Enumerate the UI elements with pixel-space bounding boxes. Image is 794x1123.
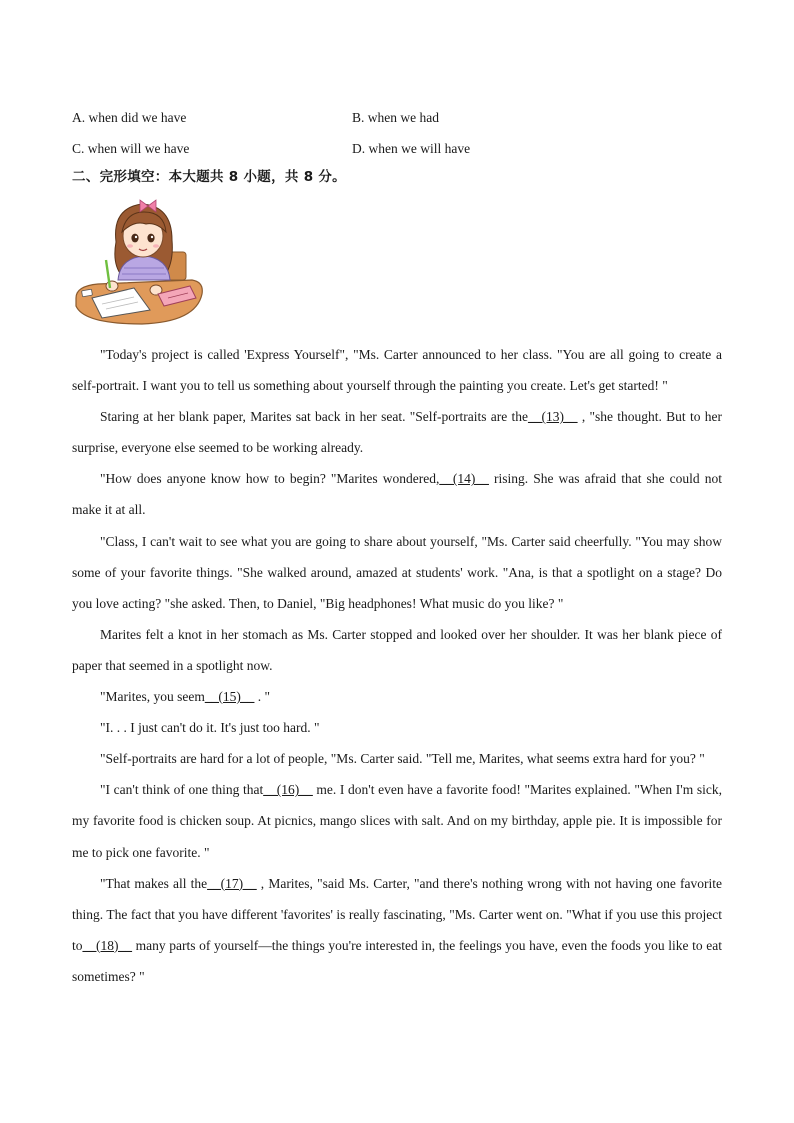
passage-text: "I can't think of one thing that [100, 782, 264, 798]
passage-paragraph [72, 463, 722, 525]
cloze-blank: __(17)__ [207, 875, 257, 891]
options-row [72, 133, 722, 164]
passage-text: , "she thought. But to her surprise, everyone else seemed to be working already. [72, 409, 722, 456]
passage-text: many parts of yourself—the things you're interested in, the feelings you have, even the foods you like to eat sometimes? " [72, 937, 722, 984]
passage-text: Staring at her blank paper, Marites sat back in her seat. "Self-portraits are the [100, 409, 529, 425]
section-title: 二、完形填空：本大题共 8 小题，共 8 分。 [72, 169, 346, 185]
option-letter: A. [72, 109, 86, 125]
option-letter: C. [72, 140, 85, 156]
passage-text: . " [254, 689, 271, 705]
answer-options [72, 102, 722, 164]
option-letter: B. [352, 109, 365, 125]
option-b [352, 110, 632, 126]
passage-text: , Marites, "said Ms. Carter, "and there's nothing wrong with not having one favorite thing. The fact that you have different 'favorites' is really fascinating, "Ms. Carter went on. "What if you use this project to [72, 875, 722, 953]
passage-text: "Self-portraits are hard for a lot of people, "Ms. Carter said. "Tell me, Marites, what seems extra hard for you? " [100, 751, 705, 767]
passage-text: "Today's project is called 'Express Yourself", "Ms. Carter announced to her class. "You are all going to create a self-portrait. I want you to tell us something about yourself through the painting you create. Let's get started! " [72, 347, 722, 394]
cloze-passage [72, 339, 722, 992]
cloze-blank: __(16)__ [263, 782, 313, 798]
cloze-blank: __(14)__ [439, 471, 489, 487]
passage-text: "How does anyone know how to begin? "Marites wondered, [100, 471, 440, 487]
passage-paragraph [72, 526, 722, 619]
option-a [72, 110, 352, 126]
cloze-blank: __(13)__ [528, 409, 578, 425]
passage-paragraph [72, 339, 722, 401]
cloze-blank: __(18)__ [82, 937, 133, 953]
passage-paragraph [72, 774, 722, 867]
passage-text: "Marites, you seem [100, 689, 205, 705]
option-text: when will we have [87, 140, 190, 156]
passage-paragraph [72, 743, 722, 774]
passage-paragraph [72, 401, 722, 463]
passage-paragraph [72, 712, 722, 743]
passage-text: me. I don't even have a favorite food! "Marites explained. "When I'm sick, my favorite food is chicken soup. At picnics, mango slices with salt. And on my birthday, apple pie. It is impossible for me to pick one favorite. " [72, 782, 722, 860]
passage-text: "I. . . I just can't do it. It's just too hard. " [100, 720, 320, 736]
option-text: when did we have [88, 109, 187, 125]
option-letter: D. [352, 140, 366, 156]
passage-paragraph [72, 868, 722, 992]
cloze-blank: __(15)__ [204, 689, 255, 705]
passage-text: rising. She was afraid that she could not make it at all. [72, 471, 722, 518]
passage-text: "That makes all the [100, 875, 208, 891]
passage-text: Marites felt a knot in her stomach as Ms. Carter stopped and looked over her shoulder. It was her blank piece of paper that seemed in a spotlight now. [72, 626, 722, 673]
passage-paragraph [72, 681, 722, 712]
passage-paragraph [72, 619, 722, 681]
option-text: when we will have [368, 140, 471, 156]
option-c [72, 141, 352, 157]
option-text: when we had [367, 109, 439, 125]
girl-writing-illustration [72, 194, 206, 328]
options-row [72, 102, 722, 133]
passage-text: "Class, I can't wait to see what you are going to share about yourself, "Ms. Carter said cheerfully. "You may show some of your favorite things. "She walked around, amazed at students' work. "Ana, is that a spotlight on a stage? Do you love acting? "she asked. Then, to Daniel, "Big headphones! What music do you like? " [72, 533, 722, 611]
option-d [352, 141, 632, 157]
